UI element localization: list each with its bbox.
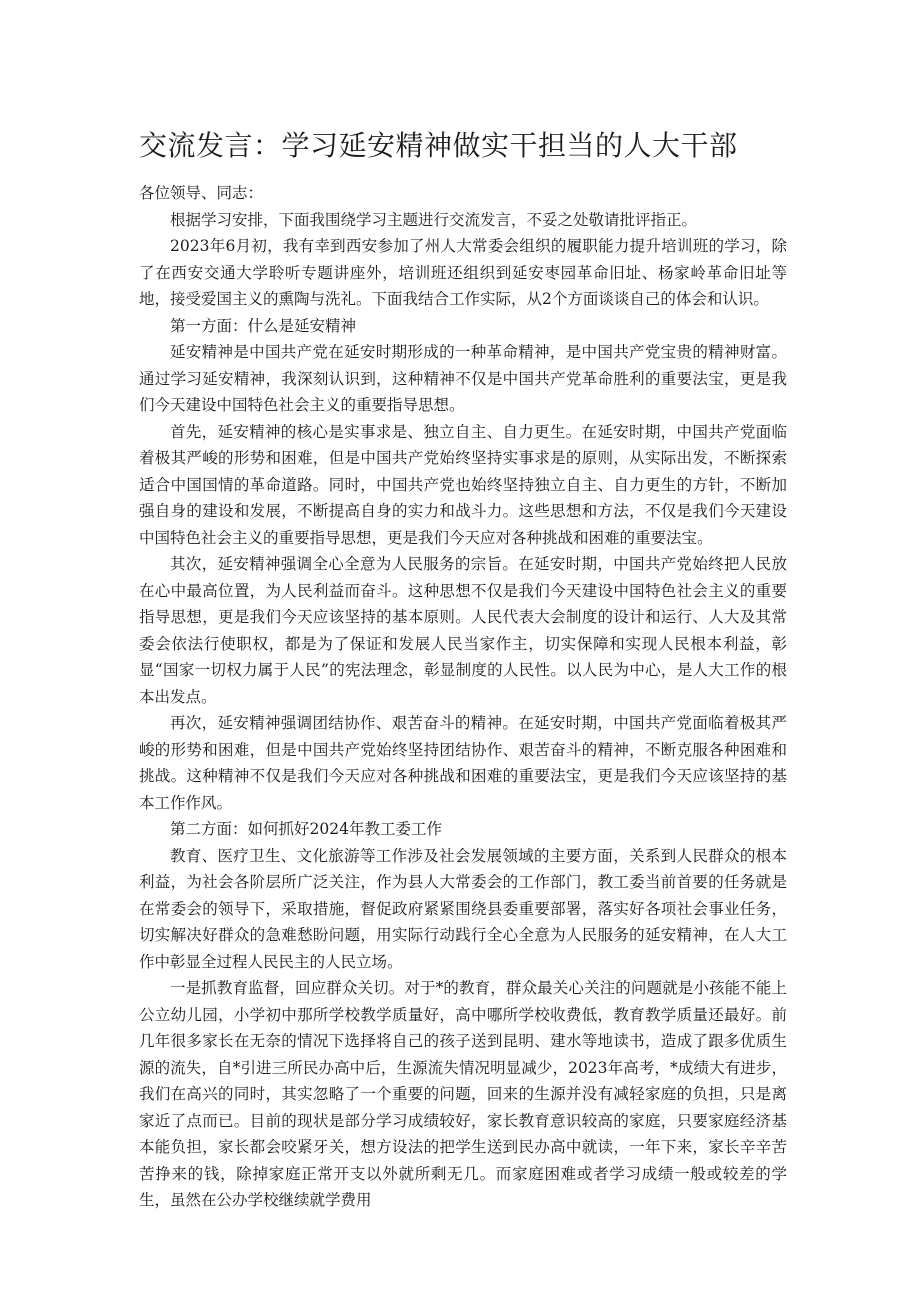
document-body bbox=[139, 207, 787, 1214]
section-heading: 第一方面：什么是延安精神 bbox=[170, 316, 357, 335]
document-content bbox=[139, 124, 787, 1214]
paragraph: 延安精神是中国共产党在延安时期形成的一种革命精神，是中国共产党宝贵的精神财富。通过学习延安精神，我深刻认识到，这种精神不仅是中国共产党革命胜利的重要法宝，更是我们今天建设中国特色社会主义的重要指导思想。 bbox=[139, 343, 787, 414]
paragraph: 教育、医疗卫生、文化旅游等工作涉及社会发展领域的主要方面，关系到人民群众的根本利益，为社会各阶层所广泛关注，作为县人大常委会的工作部门，教工委当前首要的任务就是在常委会的领导下，采取措施，督促政府紧紧围绕县委重要部署，落实好各项社会事业任务，切实解决好群众的急难愁盼问题，用实际行动践行全心全意为人民服务的延安精神，在人大工作中彰显全过程人民民主的人民立场。 bbox=[139, 846, 787, 971]
paragraph: 再次，延安精神强调团结协作、艰苦奋斗的精神。在延安时期，中国共产党面临着极其严峻的形势和困难，但是中国共产党始终坚持团结协作、艰苦奋斗的精神，不断克服各种困难和挑战。这种精神不仅是我们今天应对各种挑战和困难的重要法宝，更是我们今天应该坚持的基本工作作风。 bbox=[139, 714, 787, 812]
section-heading: 第二方面：如何抓好2024年教工委工作 bbox=[170, 820, 442, 838]
salutation: 各位领导、同志： bbox=[139, 184, 264, 202]
paragraph: 2023年6月初，我有幸到西安参加了州人大常委会组织的履职能力提升培训班的学习，除了在西安交通大学聆听专题讲座外，培训班还组织到延安枣园革命旧址、杨家岭革命旧址等地，接受爱国主义的熏陶与洗礼。下面我结合工作实际，从2个方面谈谈自己的体会和认识。 bbox=[139, 237, 787, 308]
paragraph: 一是抓教育监督，回应群众关切。对于*的教育，群众最关心关注的问题就是小孩能不能上公立幼儿园，小学初中那所学校教学质量好，高中哪所学校收费低，教育教学质量还最好。前几年很多家长在无奈的情况下选择将自己的孩子送到昆明、建水等地读书，造成了跟多优质生源的流失，自*引进三所民办高中后，生源流失情况明显减少，2023年高考，*成绩大有进步，我们在高兴的同时，其实忽略了一个重要的问题，回来的生源并没有减轻家庭的负担，只是离家近了点而已。目前的现状是部分学习成绩较好，家长教育意识较高的家庭，只要家庭经济基本能负担，家长都会咬紧牙关，想方设法的把学生送到民办高中就读，一年下来，家长辛辛苦苦挣来的钱，除掉家庭正常开支以外就所剩无几。而家庭困难或者学习成绩一般或较差的学生，虽然在公办学校继续就学费用 bbox=[139, 979, 787, 1209]
paragraph: 其次，延安精神强调全心全意为人民服务的宗旨。在延安时期，中国共产党始终把人民放在心中最高位置，为人民利益而奋斗。这种思想不仅是我们今天建设中国特色社会主义的重要指导思想，更是我们今天应该坚持的基本原则。人民代表大会制度的设计和运行、人大及其常委会依法行使职权，都是为了保证和发展人民当家作主，切实保障和实现人民根本利益，彰显“国家一切权力属于人民”的宪法理念，彰显制度的人民性。以人民为中心，是人大工作的根本出发点。 bbox=[139, 555, 787, 706]
paragraph: 首先，延安精神的核心是实事求是、独立自主、自力更生。在延安时期，中国共产党面临着极其严峻的形势和困难，但是中国共产党始终坚持实事求是的原则，从实际出发，不断探索适合中国国情的革命道路。同时，中国共产党也始终坚持独立自主、自力更生的方针，不断加强自身的建设和发展，不断提高自身的实力和战斗力。这些思想和方法，不仅是我们今天建设中国特色社会主义的重要指导思想，更是我们今天应对各种挑战和困难的重要法宝。 bbox=[139, 422, 787, 547]
paragraph: 根据学习安排，下面我围绕学习主题进行交流发言，不妥之处敬请批评指正。 bbox=[170, 210, 698, 229]
document-title: 交流发言：学习延安精神做实干担当的人大干部 bbox=[139, 129, 738, 162]
